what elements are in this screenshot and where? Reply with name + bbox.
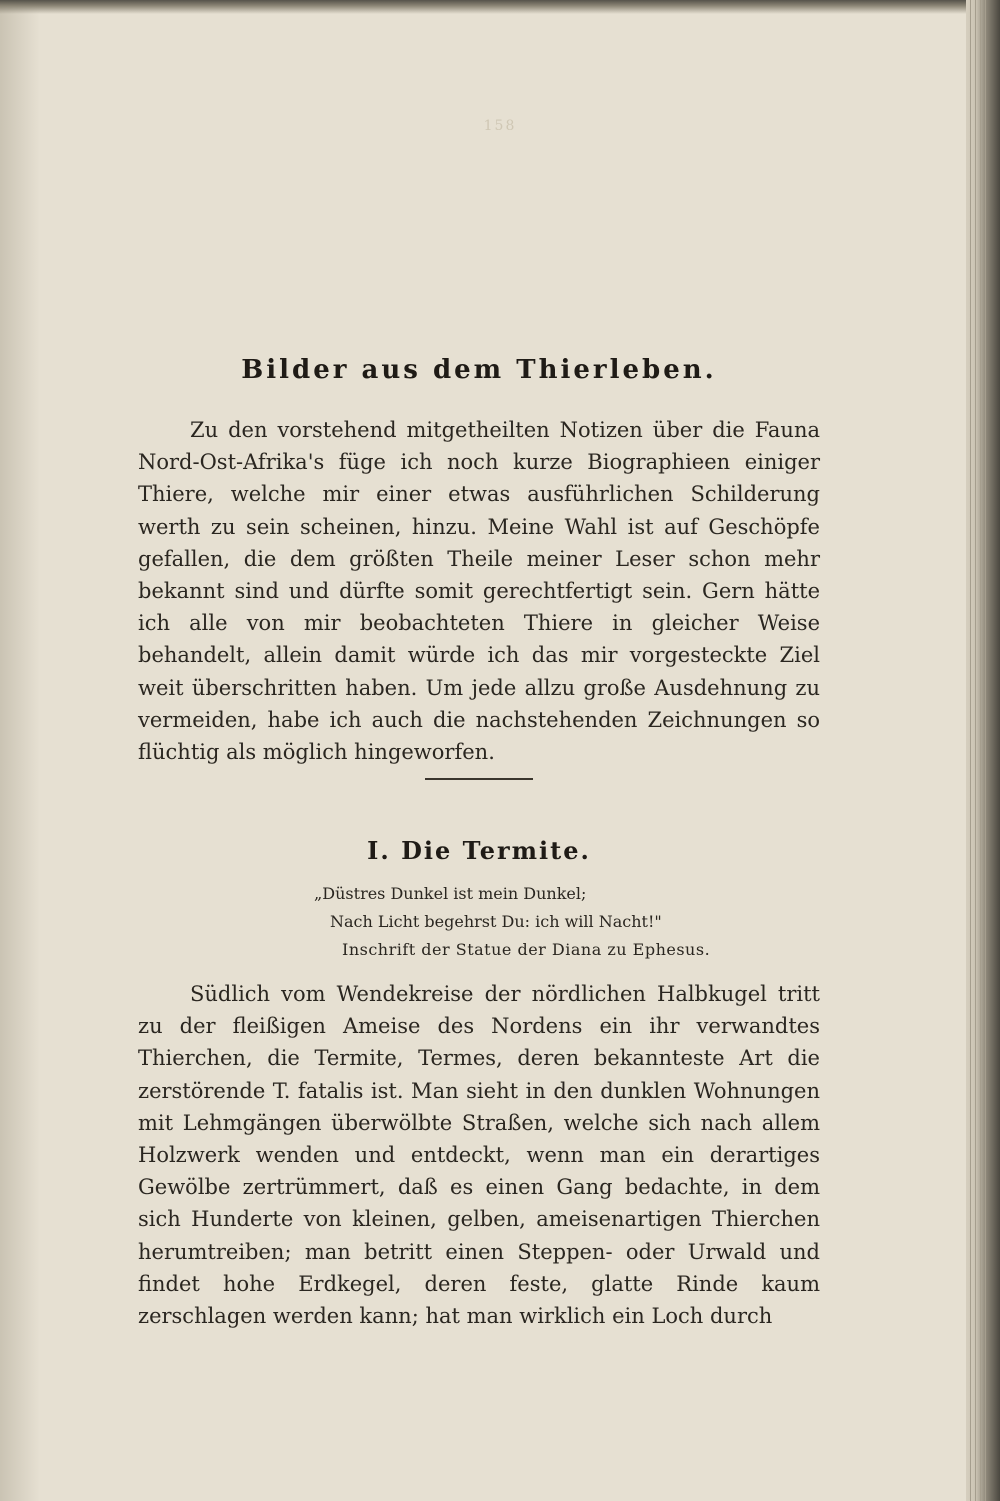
- body-paragraph: Südlich vom Wendekreise der nördlichen Halbkugel tritt zu der fleißigen Ameise des Nordens ein ihr verwandtes Thierchen, die Termite, Termes, deren bekannteste Art die zerstörende T. fatalis ist. Man sieht in den dunklen Wohnungen mit Lehmgängen überwölbte Straßen, welche sich nach allem Holzwerk wenden und entdeckt, wenn man ein derartiges Gewölbe zertrümmert, daß es einen Gang bedachte, in dem sich Hunderte von kleinen, gelben, ameisenartigen Thierchen herumtreiben; man betritt einen Steppen- oder Urwald und findet hohe Erdkegel, deren feste, glatte Rinde kaum zerschlagen werden kann; hat man wirklich ein Loch durch: [138, 982, 820, 1329]
- epigraph-line-2: Nach Licht begehrst Du: ich will Nacht!": [330, 912, 662, 931]
- page-stack-edge: [966, 0, 1000, 1501]
- epigraph: [300, 880, 820, 964]
- top-edge-shadow: [0, 0, 1000, 14]
- section-title: I. Die Termite.: [367, 836, 591, 865]
- intro-paragraph: Zu den vorstehend mitgetheilten Notizen über die Fauna Nord-Ost-Afrika's füge ich noch kurze Biographieen einiger Thiere, welche mir einer etwas ausführlichen Schilderung werth zu sein scheinen, hinzu. Meine Wahl ist auf Geschöpfe gefallen, die dem größten Theile meiner Leser schon mehr bekannt sind und dürfte somit gerechtfertigt sein. Gern hätte ich alle von mir beobachteten Thiere in gleicher Weise behandelt, allein damit würde ich das mir vorgesteckte Ziel weit überschritten haben. Um jede allzu große Ausdehnung zu vermeiden, habe ich auch die nachstehenden Zeichnungen so flüchtig als möglich hingeworfen.: [138, 418, 820, 765]
- epigraph-line-1: „Düstres Dunkel ist mein Dunkel;: [314, 884, 587, 903]
- epigraph-attribution: Inschrift der Statue der Diana zu Ephesus.: [342, 940, 711, 959]
- chapter-heading: Bilder aus dem Thierleben.: [241, 355, 717, 385]
- page-number: 158: [483, 118, 517, 134]
- section-divider: [425, 778, 533, 780]
- gutter-shadow: [0, 0, 40, 1501]
